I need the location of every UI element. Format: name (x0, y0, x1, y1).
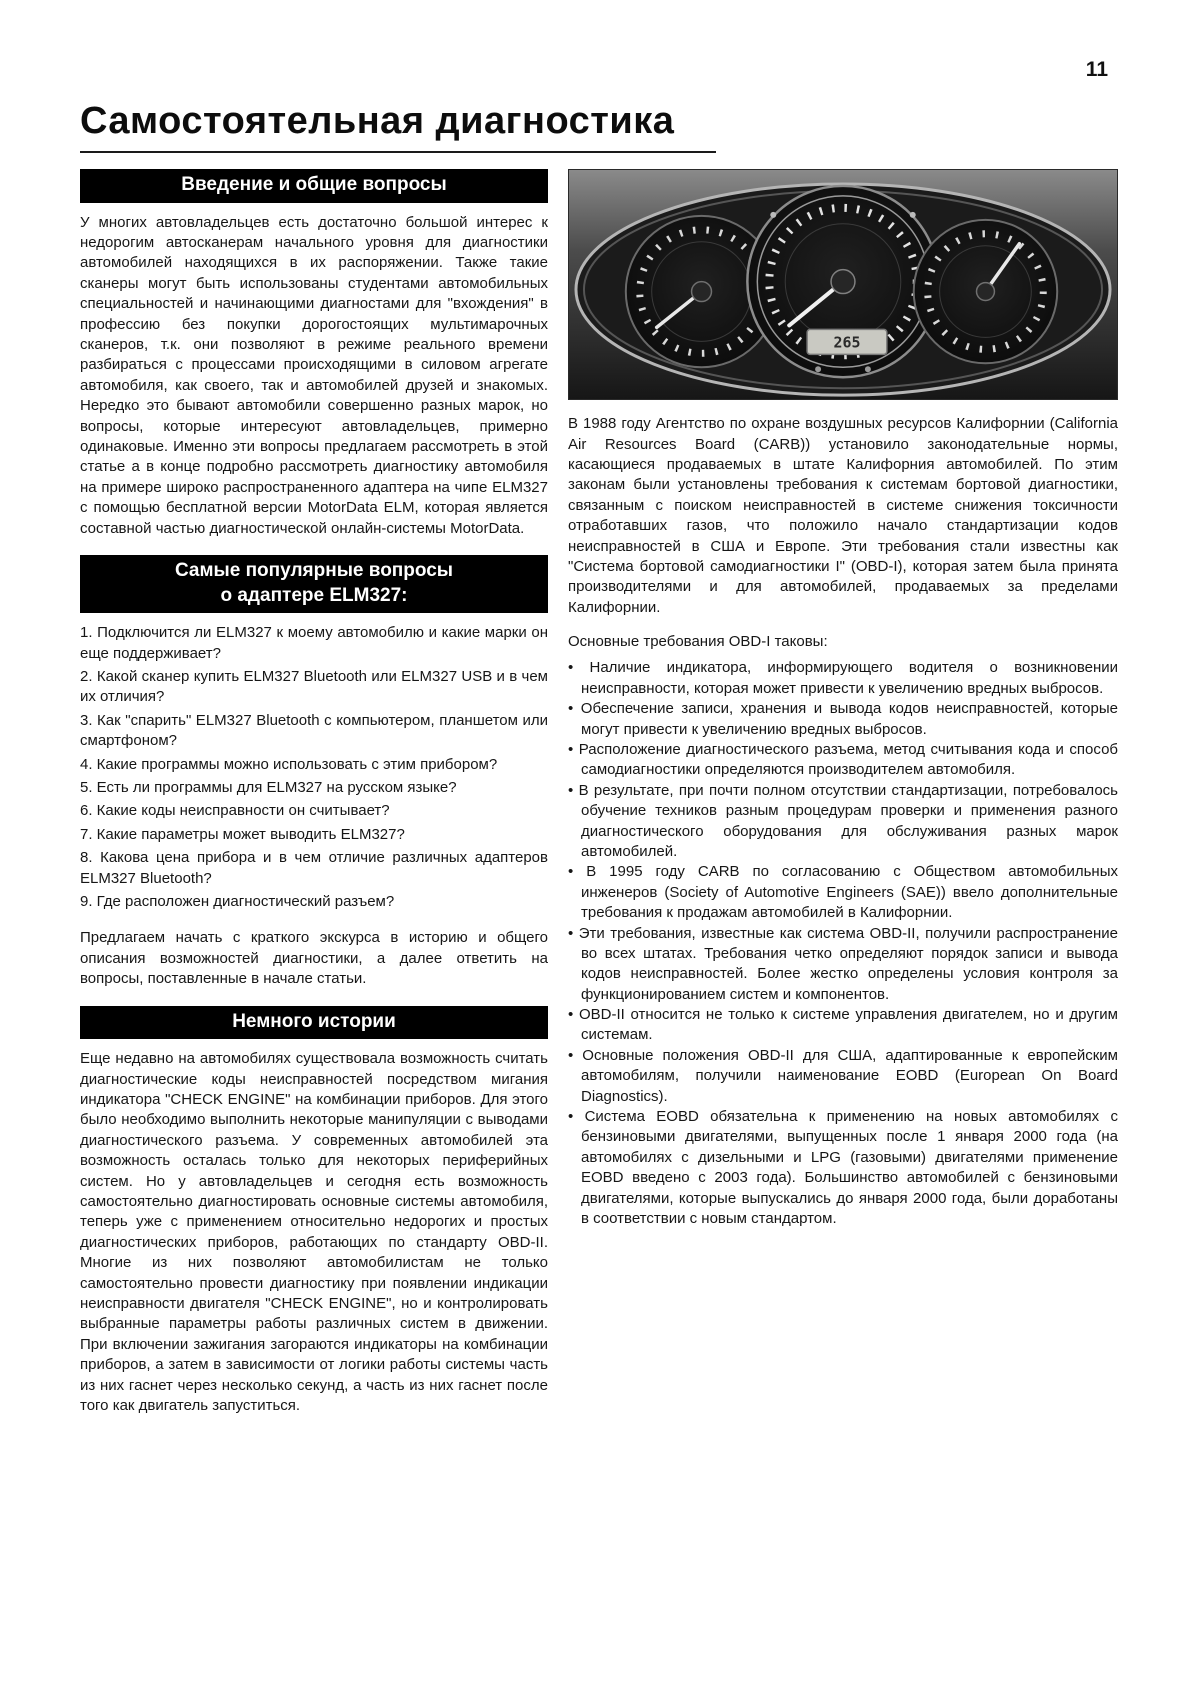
history-paragraph: Еще недавно на автомобилях существовала возможность считать диагностические коды неисправностей посредством мигания индикатора "CHECK ENGINE" на комбинации приборов. Для этого было необходимо выполнить некоторые манипуляции с выводами диагностического разъема. У современных автомобилей эта возможность осталась только для некоторых периферийных систем. Но у автовладельцев и сегодня есть возможность самостоятельно диагностировать основные системы автомобиля, теперь уже с применением относительно недорогих и простых диагностических приборов, работающих по стандарту OBD-II. Многие из них позволяют автомобилистам не только самостоятельно провести диагностику при появлении индикации неисправности двигателя "CHECK ENGINE", но и контролировать выбранные параметры работы различных систем в движении. При включении зажигания загораются индикаторы на комбинации приборов, а затем в зависимости от логики работы системы часть из них гаснет через несколько секунд, а часть из них гаснет после того как двигатель запуститься. (80, 1050, 548, 1414)
question-item: 4. Какие программы можно использовать с этим прибором? (80, 755, 498, 773)
question-item: 5. Есть ли программы для ELM327 на русском языке? (80, 779, 457, 797)
tachometer-hub (692, 282, 712, 302)
section-heading-history: Немного истории (80, 1006, 548, 1040)
question-item: 7. Какие параметры может выводить ELM327? (80, 825, 405, 843)
left-column (80, 169, 548, 1416)
carb-history-paragraph: В 1988 году Агентство по охране воздушных ресурсов Калифорнии (California Air Resources Board (CARB)) установило законодательные нормы, касающиеся продаваемых в штате Калифорния автомобилей. По этим законам были установлены требования к системам бортовой диагностики, связанным с поиском неисправностей в системе снижения токсичности отработавших газов, что положило начало стандартизации кодов неисправностей в США и Европе. Эти требования стали известны как "Система бортовой самодиагностики I" (OBD-I), которая затем была принята производителями и для автомобилей, продаваемых за пределами Калифорнии. (568, 415, 1118, 616)
page-number: 11 (1085, 58, 1108, 81)
obd-requirements-list (568, 658, 1118, 1229)
page-title: Самостоятельная диагностика (80, 100, 675, 142)
section-heading-introduction: Введение и общие вопросы (80, 169, 548, 203)
obd-requirement-item: • OBD-II относится не только к системе управления двигателем, но и другим системам. (568, 1006, 1118, 1044)
question-item: 9. Где расположен диагностический разъем? (80, 893, 395, 910)
obd-requirement-item: • Основные положения OBD-II для США, адаптированные к европейским автомобилям, получили наименование EOBD (European On Board Diagnostics). (568, 1046, 1118, 1105)
obd-requirement-item: • В 1995 году CARB по согласованию с Обществом автомобильных инженеров (Society of Automotive Engineers (SAE)) ввело дополнительные требования к продажам автомобилей в Калифорнии. (568, 863, 1118, 922)
questions-closing-paragraph: Предлагаем начать с краткого экскурса в историю и общего описания возможностей диагностики, а далее ответить на вопросы, поставленные в начале статьи. (80, 929, 548, 988)
obd-requirement-item: • В результате, при почти полном отсутствии стандартизации, потребовалось обучение техников разным процедурам проверки и применения разного диагностического оборудования для обслуживания разных марок автомобилей. (568, 781, 1118, 860)
question-item: 1. Подключится ли ELM327 к моему автомобилю и какие марки он еще поддерживает? (80, 624, 548, 662)
right-column (568, 169, 1118, 1416)
questions-heading-line1: Самые популярные вопросы (174, 559, 454, 581)
odometer-display (807, 329, 887, 354)
section-heading-popular-questions (80, 555, 548, 613)
questions-heading-line2: о адаптере ELM327: (220, 584, 408, 606)
obd-requirement-item: • Расположение диагностического разъема, метод считывания кода и способ самодиагностики определяются производителем автомобиля. (568, 741, 1118, 779)
obd-requirement-item: • Система EOBD обязательна к применению на новых автомобилях с бензиновыми двигателями, выпущенных после 1 января 2000 года (на автомобилях с дизельными и LPG (газовыми) двигателями применение EOBD введено с 2003 года). Большинство автомобилей с бензиновыми двигателями, которые выпускались до января 2000 года, были доработаны в соответствии с новым стандартом. (568, 1108, 1118, 1227)
odometer-value: 265 (833, 333, 861, 352)
intro-paragraph: У многих автовладельцев есть достаточно большой интерес к недорогим автосканерам начального уровня для диагностики автомобилей находящихся в их распоряжении. Также такие сканеры могут быть использованы студентами автомобильных специальностей и начинающими диагностами для "вхождения" в профессию без покупки дорогостоящих мультимарочных сканеров, т.к. они позволяют в режиме реального времени разбираться с процессами происходящими в силовом агрегате автомобиля, как своего, так и автомобилей друзей и знакомых. Нередко это бывают автомобили совершенно разных марок, но вопросы, которые интересуют автовладельцев, примерно одинаковые. Именно эти вопросы предлагаем рассмотреть в этой статье а в конце подробно рассмотреть диагностику автомобиля на примере широко распространенного адаптера на чипе ELM327 с помощью бесплатной версии MotorData ELM, которая является составной частью диагностической онлайн-системы MotorData. (80, 213, 548, 537)
fuel-temp-gauge (914, 220, 1057, 363)
question-item: 6. Какие коды неисправности он считывает? (80, 802, 390, 820)
instrument-cluster-photo (568, 169, 1118, 400)
obd-requirement-item: • Обеспечение записи, хранения и вывода кодов неисправностей, которые могут привести к увеличению вредных выбросов. (568, 700, 1118, 738)
obd-requirement-item: • Наличие индикатора, информирующего водителя о возникновении неисправности, которая может привести к увеличению вредных выбросов. (568, 659, 1118, 697)
two-column-layout (80, 169, 1118, 1416)
fuel-temp-hub (977, 283, 995, 301)
title-rule (80, 151, 716, 153)
obd1-requirements-heading: Основные требования OBD-I таковы: (568, 633, 828, 651)
obd-requirement-item: • Эти требования, известные как система OBD-II, получили распространение во всех штатах. Требования четко определяют порядок записи и вывода кодов неисправностей. Более жестко определены условия контроля за функционированием систем и компонентов. (568, 924, 1118, 1003)
questions-list (80, 623, 548, 912)
question-item: 8. Какова цена прибора и в чем отличие различных адаптеров ELM327 Bluetooth? (80, 849, 548, 887)
question-item: 3. Как "спарить" ELM327 Bluetooth с компьютером, планшетом или смартфоном? (80, 711, 548, 750)
question-item: 2. Какой сканер купить ELM327 Bluetooth или ELM327 USB и в чем их отличия? (80, 668, 548, 706)
speedometer-hub (831, 270, 855, 294)
